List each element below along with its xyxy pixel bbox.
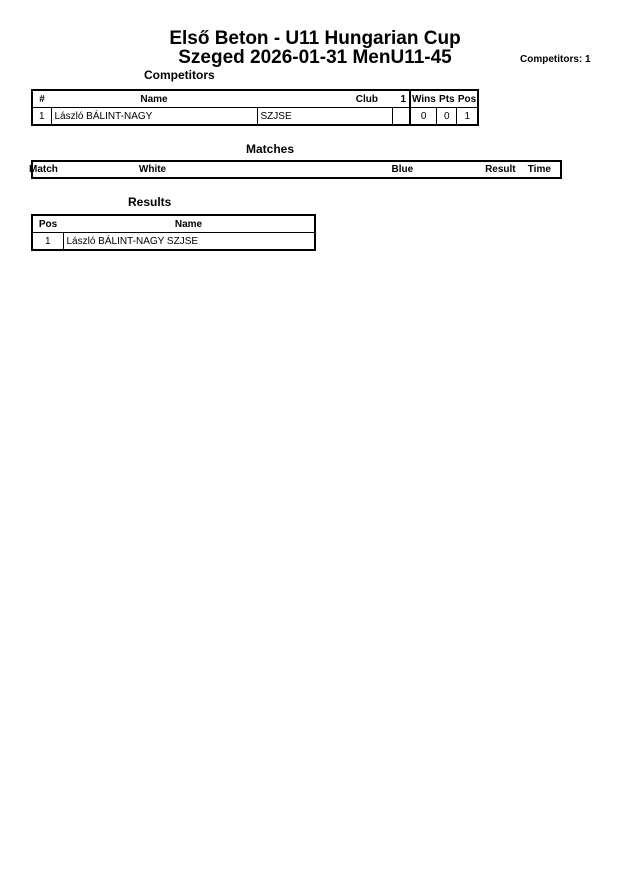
col-time-header: Time <box>527 164 551 175</box>
col-name-header: Name <box>63 215 315 233</box>
col-pos-header: Pos <box>32 215 63 233</box>
results-table <box>31 214 316 251</box>
col-name-header: Name <box>51 90 257 108</box>
col-pos-header: Pos <box>457 90 478 108</box>
matches-table <box>31 160 562 179</box>
result-pos: 1 <box>32 233 63 251</box>
competitor-pos: 1 <box>457 108 478 126</box>
competitor-name: László BÁLINT-NAGY <box>51 108 257 126</box>
col-one-header: 1 <box>392 90 410 108</box>
page-title-line2: Szeged 2026-01-31 MenU11-45 <box>178 47 452 68</box>
col-white-header: White <box>138 164 167 175</box>
result-name: László BÁLINT-NAGY SZJSE <box>63 233 315 251</box>
page-title-line1: Első Beton - U11 Hungarian Cup <box>169 28 461 49</box>
competitor-wins: 0 <box>410 108 437 126</box>
competitor-club: SZJSE <box>257 108 392 126</box>
col-match-header: Match <box>29 164 58 175</box>
col-blue-header: Blue <box>391 164 414 175</box>
col-club-header: Club <box>257 90 392 108</box>
matches-heading: Matches <box>246 142 295 156</box>
competitors-count: Competitors: 1 <box>520 54 591 65</box>
competitor-num: 1 <box>32 108 51 126</box>
competitor-cell-one <box>392 108 410 126</box>
col-pts-header: Pts <box>437 90 457 108</box>
results-header-row <box>32 215 315 233</box>
table-row <box>32 108 478 126</box>
col-wins-header: Wins <box>410 90 437 108</box>
matches-header-row <box>32 161 561 178</box>
col-result-header: Result <box>485 164 516 175</box>
col-num-header: # <box>32 90 51 108</box>
competitors-header-row <box>32 90 478 108</box>
competitors-table <box>31 89 479 126</box>
competitors-heading: Competitors <box>144 68 215 82</box>
results-heading: Results <box>128 195 172 209</box>
competitor-pts: 0 <box>437 108 457 126</box>
table-row <box>32 233 315 251</box>
